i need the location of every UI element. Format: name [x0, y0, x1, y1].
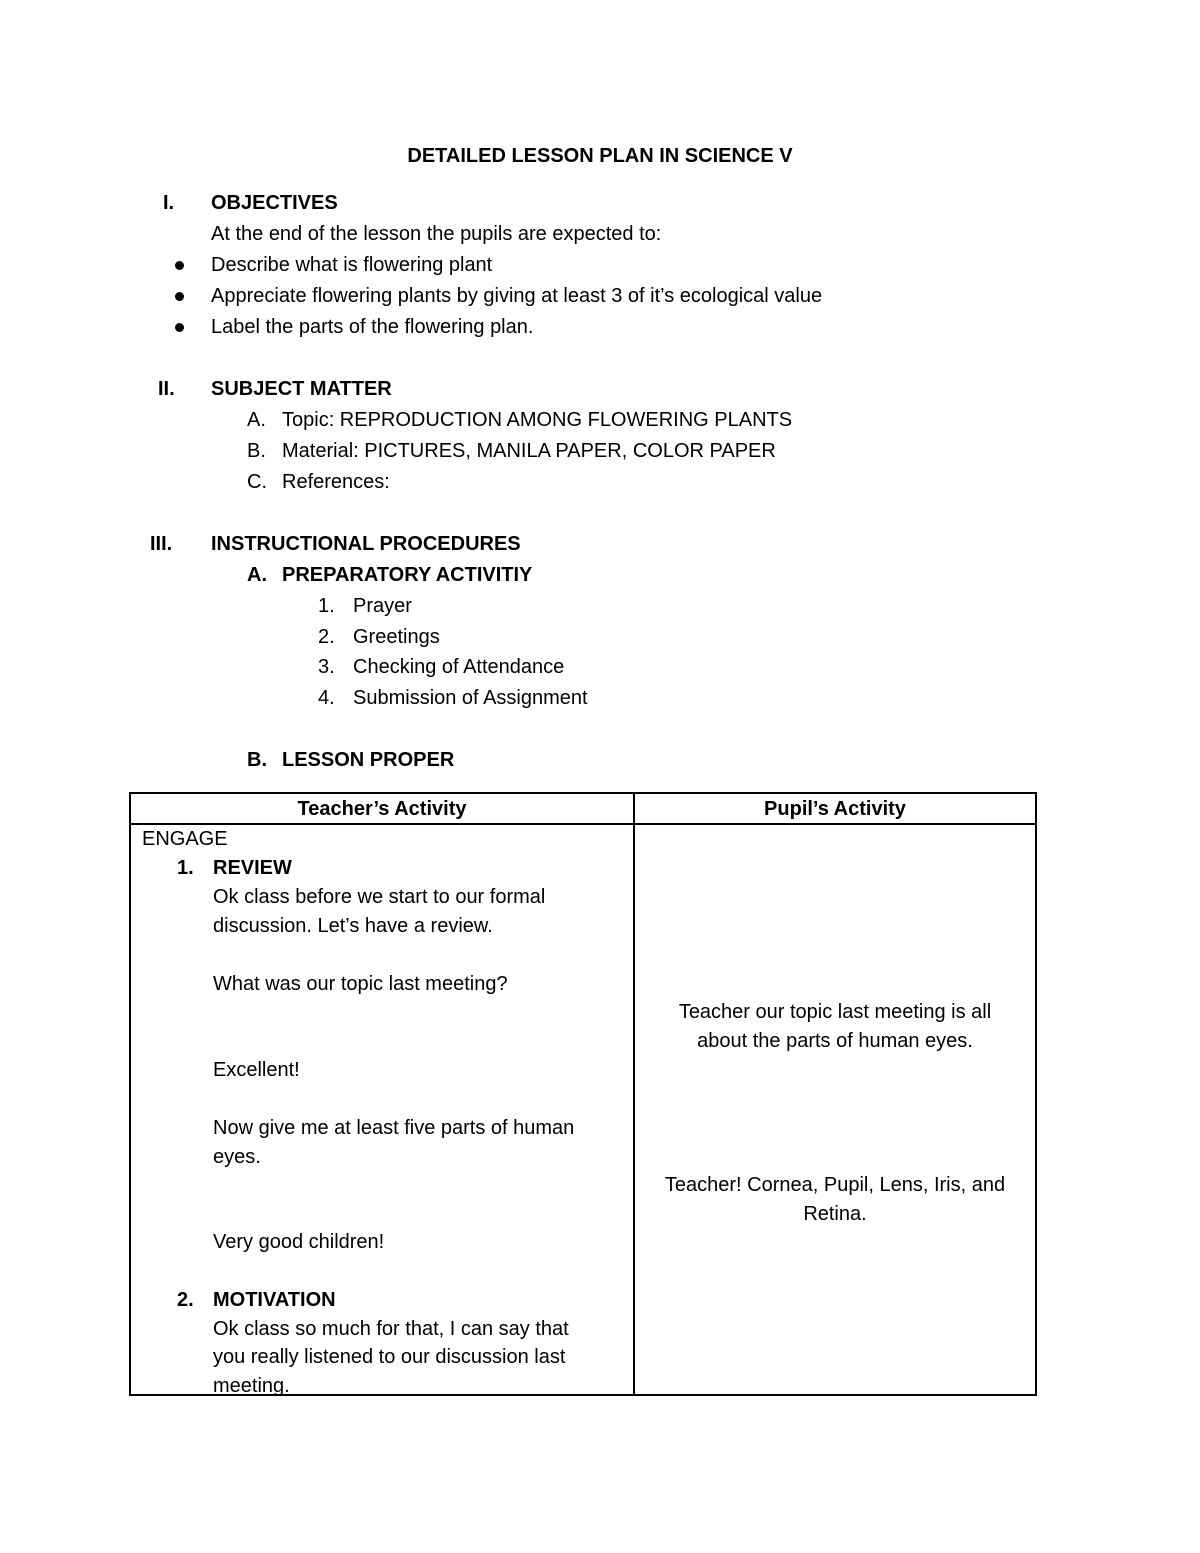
procedures-number: III. — [150, 533, 173, 555]
subject-item-text: References: — [282, 471, 390, 493]
pupil-line: Retina. — [803, 1203, 867, 1225]
subject-item-text: Material: PICTURES, MANILA PAPER, COLOR PAPER — [282, 440, 776, 462]
lesson-proper-letter: B. — [247, 749, 267, 771]
document-title: DETAILED LESSON PLAN IN SCIENCE V — [407, 145, 793, 167]
teacher-line: What was our topic last meeting? — [213, 973, 508, 995]
table-header-divider — [131, 823, 1035, 825]
objectives-intro: At the end of the lesson the pupils are expected to: — [211, 223, 662, 245]
motivation-heading: MOTIVATION — [213, 1289, 336, 1311]
objective-item: Label the parts of the flowering plan. — [211, 316, 534, 338]
prep-item-text: Prayer — [353, 595, 412, 617]
review-heading: REVIEW — [213, 857, 292, 879]
prep-heading: PREPARATORY ACTIVITIY — [282, 564, 533, 586]
objective-item: Describe what is flowering plant — [211, 254, 493, 276]
subject-matter-heading: SUBJECT MATTER — [211, 378, 392, 400]
pupil-line: Teacher our topic last meeting is all — [678, 1001, 992, 1023]
subject-item-letter: B. — [247, 440, 266, 462]
teacher-line: you really listened to our discussion last — [213, 1346, 566, 1368]
pupil-line: Teacher! Cornea, Pupil, Lens, Iris, and — [664, 1174, 1006, 1196]
teacher-line: Ok class before we start to our formal — [213, 886, 546, 908]
pupil-line: about the parts of human eyes. — [697, 1030, 973, 1052]
review-number: 1. — [177, 857, 194, 879]
prep-item-text: Greetings — [353, 626, 440, 648]
prep-item-number: 4. — [318, 687, 335, 709]
subject-matter-number: II. — [158, 378, 175, 400]
teacher-line: Now give me at least five parts of human — [213, 1117, 575, 1139]
lesson-proper-heading: LESSON PROPER — [282, 749, 455, 771]
engage-label: ENGAGE — [142, 828, 228, 850]
prep-item-number: 3. — [318, 656, 335, 678]
pupil-activity-header: Pupil’s Activity — [764, 798, 906, 820]
objective-item: Appreciate flowering plants by giving at least 3 of it’s ecological value — [211, 285, 823, 307]
subject-item-letter: C. — [247, 471, 267, 493]
bullet-icon — [175, 292, 184, 301]
motivation-number: 2. — [177, 1289, 194, 1311]
subject-item-letter: A. — [247, 409, 266, 431]
prep-item-text: Submission of Assignment — [353, 687, 588, 709]
subject-item-text: Topic: REPRODUCTION AMONG FLOWERING PLANTS — [282, 409, 793, 431]
teacher-line: Excellent! — [213, 1059, 300, 1081]
prep-letter: A. — [247, 564, 267, 586]
bullet-icon — [175, 323, 184, 332]
teacher-line: Very good children! — [213, 1231, 385, 1253]
prep-item-number: 1. — [318, 595, 335, 617]
prep-item-text: Checking of Attendance — [353, 656, 565, 678]
objectives-heading: OBJECTIVES — [211, 192, 338, 214]
teacher-line: Ok class so much for that, I can say that — [213, 1318, 569, 1340]
procedures-heading: INSTRUCTIONAL PROCEDURES — [211, 533, 521, 555]
teacher-line: meeting. — [213, 1375, 290, 1397]
table-column-divider — [633, 794, 635, 1394]
objectives-number: I. — [163, 192, 175, 214]
teacher-activity-header: Teacher’s Activity — [297, 798, 467, 820]
bullet-icon — [175, 261, 184, 270]
teacher-line: eyes. — [213, 1146, 261, 1168]
teacher-line: discussion. Let’s have a review. — [213, 915, 493, 937]
lesson-table — [129, 792, 1037, 1396]
prep-item-number: 2. — [318, 626, 335, 648]
